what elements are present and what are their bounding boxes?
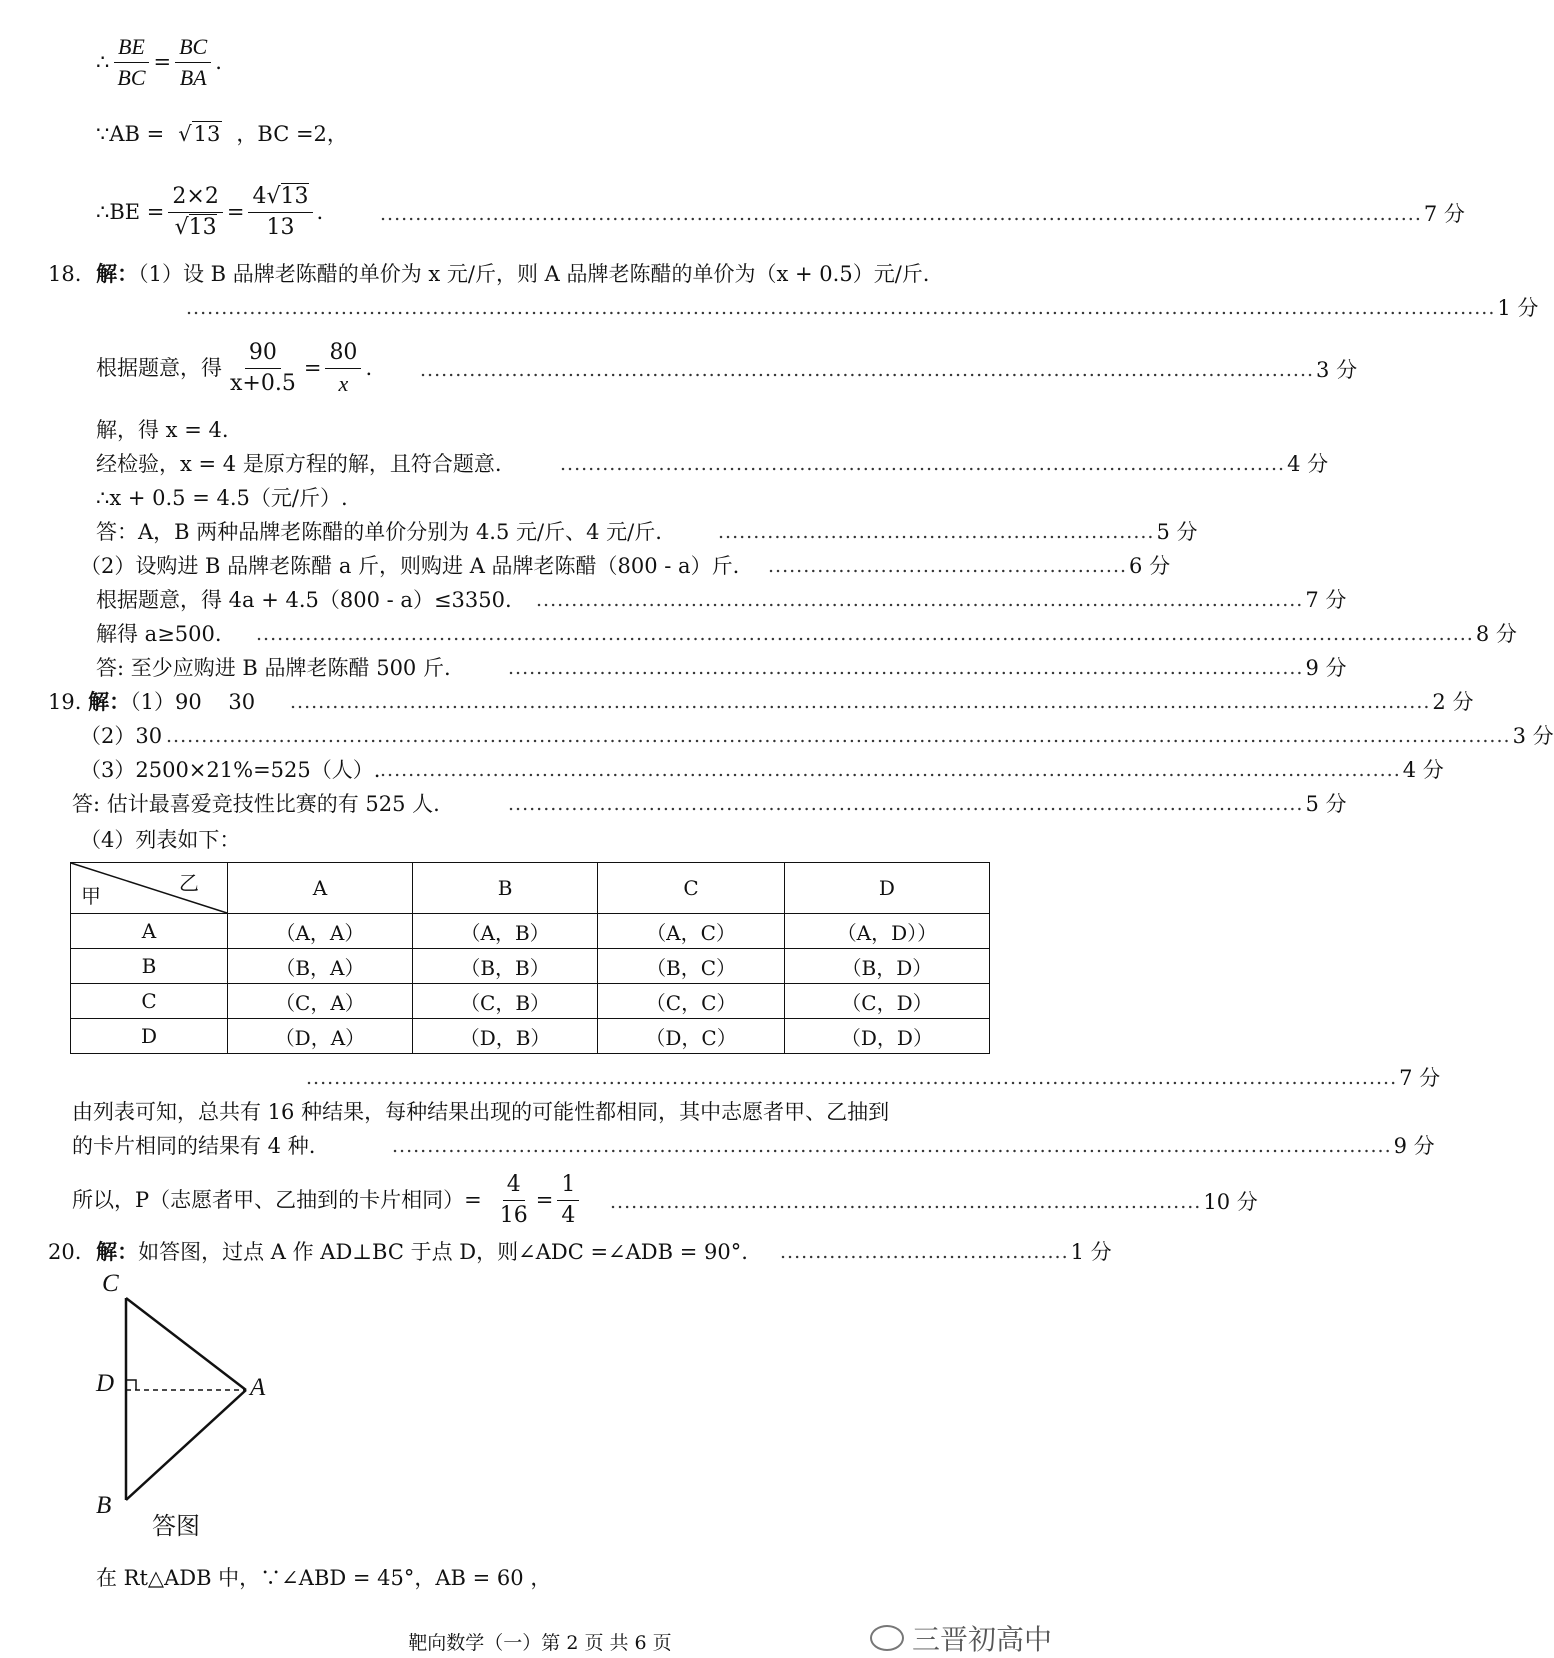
q19-conclusion: 由列表可知，总共有 16 种结果，每种结果出现的可能性都相同，其中志愿者甲、乙抽到 (72, 1100, 890, 1124)
watermark-text: 三晋初高中 (911, 1623, 1052, 1656)
table-row-header: B (71, 949, 228, 984)
q19-part2: （2）30 (80, 724, 163, 748)
q19-probability: 所以，P（志愿者甲、乙抽到的卡片相同）= $\frac{4}{16}$ = $\frac{1}{4}$ (72, 1162, 583, 1238)
page-footer: 靶向数学（一）第 2 页 共 6 页 (408, 1632, 672, 1654)
therefore-symbol: ∴ (96, 50, 110, 74)
table-row-header: D (71, 1019, 228, 1054)
q18-result: ∴x + 0.5 = 4.5（元/斤）. (96, 486, 348, 510)
table-cell: （C，D） (784, 984, 989, 1019)
score-leader: .............................................................................................................................................. 9 分 (392, 1134, 1435, 1158)
ratio-equation: ∴ $\frac{BE}{BC}$ = $\frac{BC}{BA}$ . (96, 30, 222, 94)
sqrt-13: √13 (178, 122, 221, 146)
label-d: D (96, 1370, 115, 1397)
fraction-80: $\frac{80}{x}$ (325, 338, 361, 399)
q18-solve: 解，得 x = 4. (96, 418, 229, 442)
label-a: A (250, 1374, 266, 1401)
fraction-be-2: $\frac{4√13}{13}$ (248, 182, 312, 243)
score-leader: .............................................................. 5 分 (718, 520, 1198, 544)
table-cell: （B，D） (784, 949, 989, 984)
question-number: 18. (48, 262, 82, 286)
q19-part1: 19. 解：（1）90 30 (48, 689, 256, 714)
fraction-bc-ba: $\frac{BC}{BA}$ (175, 32, 211, 93)
score-leader: ............................................................................................................................... 3 分 (420, 358, 1358, 382)
ab-bc-values: ∵ AB = √13 ，BC =2， (96, 122, 348, 146)
table-col-header: C (598, 863, 785, 914)
q18-check: 经检验，x = 4 是原方程的解，且符合题意. (96, 452, 502, 476)
q18-answer1: 答：A，B 两种品牌老陈醋的单价分别为 4.5 元/斤、4 元/斤. (96, 520, 662, 544)
triangle-diagram (96, 1270, 296, 1540)
table-cell: （A，D）） (784, 914, 989, 949)
table-cell: （A，B） (412, 914, 597, 949)
score-leader: ......................................... 1 分 (780, 1240, 1112, 1264)
table-col-header: D (784, 863, 989, 914)
table-row-header: C (71, 984, 228, 1019)
watermark (870, 1618, 1052, 1658)
score-leader: ....................................................................................................... 4 分 (560, 452, 1329, 476)
score-leader: ................................................... 6 分 (768, 554, 1171, 578)
table-cell: （C，C） (598, 984, 785, 1019)
table-col-header: B (412, 863, 597, 914)
table-cell: （A，C） (598, 914, 785, 949)
fraction-be-1: $\frac{2\times 2}{√13}$ (168, 182, 222, 243)
q18-part2: （2）设购进 B 品牌老陈醋 a 斤，则购进 A 品牌老陈醋（800 - a）斤. (80, 554, 740, 578)
table-header-row (71, 863, 990, 914)
q20-intro: 20. 解：如答图，过点 A 作 AD⊥BC 于点 D，则∠ADC =∠ADB = 90°. (48, 1239, 748, 1264)
geometry-figure (96, 1270, 296, 1544)
table-row (71, 1019, 990, 1054)
table-cell: （B，C） (598, 949, 785, 984)
q18-equation: 根据题意，得 $\frac{90}{x+0.5}$ = $\frac{80}{x}$ . (96, 330, 372, 406)
fraction-1-4: $\frac{1}{4}$ (557, 1170, 579, 1231)
table-cell: （C，B） (412, 984, 597, 1019)
score-leader: .................................................................................................................................................... 7 分 (380, 202, 1465, 226)
fraction-be-bc: $\frac{BE}{BC}$ (113, 32, 149, 93)
fraction-4-16: $\frac{4}{16}$ (499, 1171, 528, 1228)
score-leader: ............................................................................................................................................................................. 8 分 (256, 622, 1517, 646)
score-leader: .................................................................................... 10 分 (610, 1190, 1258, 1214)
table-row (71, 949, 990, 984)
table-cell: （D，D） (784, 1019, 989, 1054)
q19-part3: （3）2500×21%=525（人）. (80, 758, 381, 782)
q19-part4: （4）列表如下： (80, 828, 241, 852)
table-cell: （A，A） (228, 914, 413, 949)
q19-answer: 答: 估计最喜爱竞技性比赛的有 525 人. (72, 792, 440, 816)
wechat-icon (870, 1625, 904, 1651)
label-c: C (102, 1270, 119, 1297)
side-ca (126, 1298, 246, 1390)
figure-caption: 答图 (152, 1512, 200, 1540)
q18-part1: 18. 解：（1）设 B 品牌老陈醋的单价为 x 元/斤，则 A 品牌老陈醋的单价为（x + 0.5）元/斤. (48, 261, 930, 286)
table-cell: （D，B） (412, 1019, 597, 1054)
table-cell: （D，A） (228, 1019, 413, 1054)
score-leader: ................................................................................................................. 5 分 (508, 792, 1347, 816)
right-angle-mark (126, 1380, 136, 1390)
q18-inequality: 根据题意，得 4a + 4.5（800 - a）≤3350. (96, 588, 512, 612)
table-row (71, 914, 990, 949)
table-cell: （C，A） (228, 984, 413, 1019)
table-cell: （B，A） (228, 949, 413, 984)
q20-step: 在 Rt△ADB 中，∵∠ABD = 45°，AB = 60 ， (96, 1566, 552, 1590)
table-cell: （B，B） (412, 949, 597, 984)
table-row (71, 984, 990, 1019)
score-leader: ................................................................................................................. 9 分 (508, 656, 1347, 680)
fraction-90: $\frac{90}{x+0.5}$ (230, 339, 296, 396)
score-leader: ........................................................................................................................................................... 7 分 (306, 1066, 1441, 1090)
score-leader: ............................................................................................................................................................................................... 3 分 (166, 724, 1554, 748)
label-b: B (96, 1492, 112, 1519)
score-leader: ................................................................................................................................................. 4 分 (380, 758, 1444, 782)
q18-solve-inequality: 解得 a≥500. (96, 622, 222, 646)
table-cell: （D，C） (598, 1019, 785, 1054)
q19-conclusion-cont: 的卡片相同的结果有 4 种. (72, 1134, 316, 1158)
q18-answer2: 答: 至少应购进 B 品牌老陈醋 500 斤. (96, 656, 451, 680)
score-leader: .................................................................................................................................................................. 2 分 (290, 690, 1474, 714)
score-leader: ............................................................................................................. 7 分 (536, 588, 1347, 612)
side-ab (126, 1390, 246, 1500)
table-corner-cell: 乙 甲 (71, 863, 228, 914)
table-col-header: A (228, 863, 413, 914)
score-leader: .......................................................................................................................................................................................... 1 分 (186, 296, 1539, 320)
outcome-table (70, 862, 990, 1054)
table-row-header: A (71, 914, 228, 949)
be-equation: ∴ BE = $\frac{2\times 2}{√13}$ = $\frac{4√13}{13}$ . (96, 176, 323, 248)
